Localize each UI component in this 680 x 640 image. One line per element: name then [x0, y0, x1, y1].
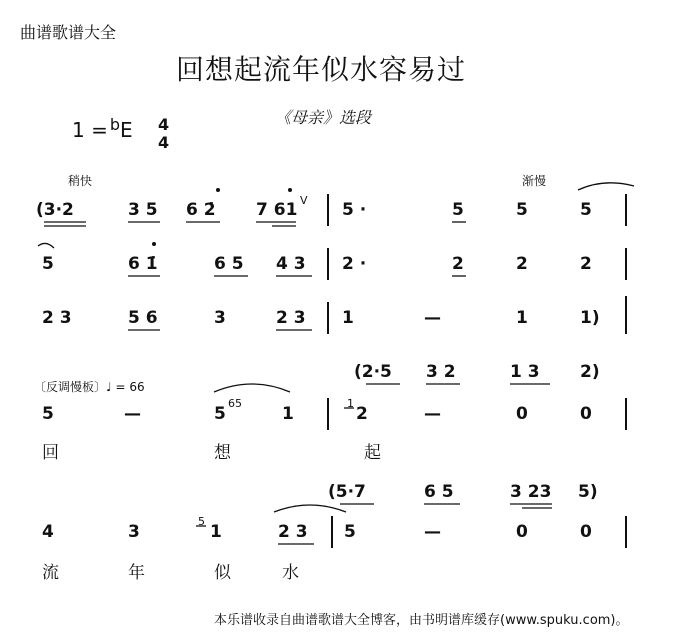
row4-note-8: 0	[580, 404, 592, 424]
row2-note-7: 2	[516, 254, 528, 274]
source-note: 《母亲》选段	[275, 108, 372, 127]
row5-above-1: (5·7	[328, 482, 366, 502]
row2-note-8: 2	[580, 254, 592, 274]
row2-note-6: 2	[452, 254, 464, 274]
time-signature-bottom: 4	[158, 133, 170, 152]
row4-note-5: 2	[356, 404, 368, 424]
row2-note-2: 6 1̇	[128, 254, 158, 274]
lyric-2: 想	[214, 443, 231, 463]
row3-note-6: —	[424, 308, 441, 328]
row1-note-6: 5	[452, 200, 464, 220]
row4-note-4: 1	[282, 404, 294, 424]
row4-above-3: 1 3	[510, 362, 540, 382]
row3-note-3: 3	[214, 308, 226, 328]
time-signature-top: 4	[158, 115, 170, 134]
row5-note-7: 0	[516, 522, 528, 542]
row4-note-3: 5	[214, 404, 226, 424]
lyric-7: 水	[282, 563, 299, 583]
row1-note-1: (3·2	[36, 200, 74, 220]
row3-note-7: 1	[516, 308, 528, 328]
row1-note-7: 5	[516, 200, 528, 220]
song-title: 回想起流年似水容易过	[176, 53, 467, 86]
row4-above-4: 2)	[580, 362, 600, 382]
row5-note-6: —	[424, 522, 441, 542]
grace-notes-65: 65	[228, 397, 242, 410]
row4-note-7: 0	[516, 404, 528, 424]
row4-note-6: —	[424, 404, 441, 424]
footer-credit: 本乐谱收录自曲谱歌谱大全博客，由书明谱库缓存(www.spuku.com)。	[214, 613, 629, 628]
row1-note-3: 6 2̇	[186, 200, 216, 220]
slur	[578, 183, 634, 190]
row5-note-4: 2 3	[278, 522, 308, 542]
row2-note-5: 2 ·	[342, 254, 367, 274]
site-label: 曲谱歌谱大全	[20, 23, 117, 42]
tempo-marking-verse: 〔反调慢板〕♩ = 66	[34, 380, 145, 394]
row4-note-1: 5	[42, 404, 54, 424]
row3-note-4: 2 3	[276, 308, 306, 328]
high-dot	[152, 242, 156, 246]
row5-above-4: 5)	[578, 482, 598, 502]
row3-note-8: 1)	[580, 308, 600, 328]
grace-note-5: 5	[198, 515, 205, 528]
row5-note-2: 3	[128, 522, 140, 542]
slur	[274, 505, 346, 512]
key-tone: E	[120, 118, 133, 142]
lyric-6: 似	[214, 563, 231, 583]
high-dot	[216, 188, 220, 192]
row5-note-5: 5	[344, 522, 356, 542]
row2-note-4: 4 3	[276, 254, 306, 274]
grace-note-1: 1	[347, 397, 354, 410]
breath-mark: V	[300, 194, 308, 207]
row5-note-3: 1	[210, 522, 222, 542]
lyric-5: 年	[128, 563, 145, 583]
lyric-4: 流	[42, 563, 59, 583]
row5-above-2: 6 5	[424, 482, 454, 502]
row3-note-1: 2 3	[42, 308, 72, 328]
row2-note-3: 6 5	[214, 254, 244, 274]
flat-symbol: b	[109, 115, 120, 134]
slur	[214, 384, 290, 392]
high-dot	[288, 188, 292, 192]
row1-note-2: 3 5	[128, 200, 158, 220]
row2-note-1: 5	[42, 254, 54, 274]
row4-above-2: 3 2	[426, 362, 456, 382]
slur	[38, 243, 54, 248]
row5-note-8: 0	[580, 522, 592, 542]
row1-note-8: 5	[580, 200, 592, 220]
lyric-3: 起	[364, 443, 381, 463]
row1-note-5: 5 ·	[342, 200, 367, 220]
lyric-1: 回	[42, 443, 59, 463]
row3-note-2: 5 6	[128, 308, 158, 328]
key-prefix: 1 =	[72, 118, 108, 142]
tempo-marking-slow: 渐慢	[522, 174, 547, 188]
tempo-marking-fast: 稍快	[68, 174, 93, 188]
row4-note-2: —	[124, 404, 141, 424]
row5-note-1: 4	[42, 522, 54, 542]
row3-note-5: 1	[342, 308, 354, 328]
row1-note-4: 7 61	[256, 200, 298, 220]
row4-above-1: (2·5	[354, 362, 392, 382]
row5-above-3: 3 23	[510, 482, 552, 502]
